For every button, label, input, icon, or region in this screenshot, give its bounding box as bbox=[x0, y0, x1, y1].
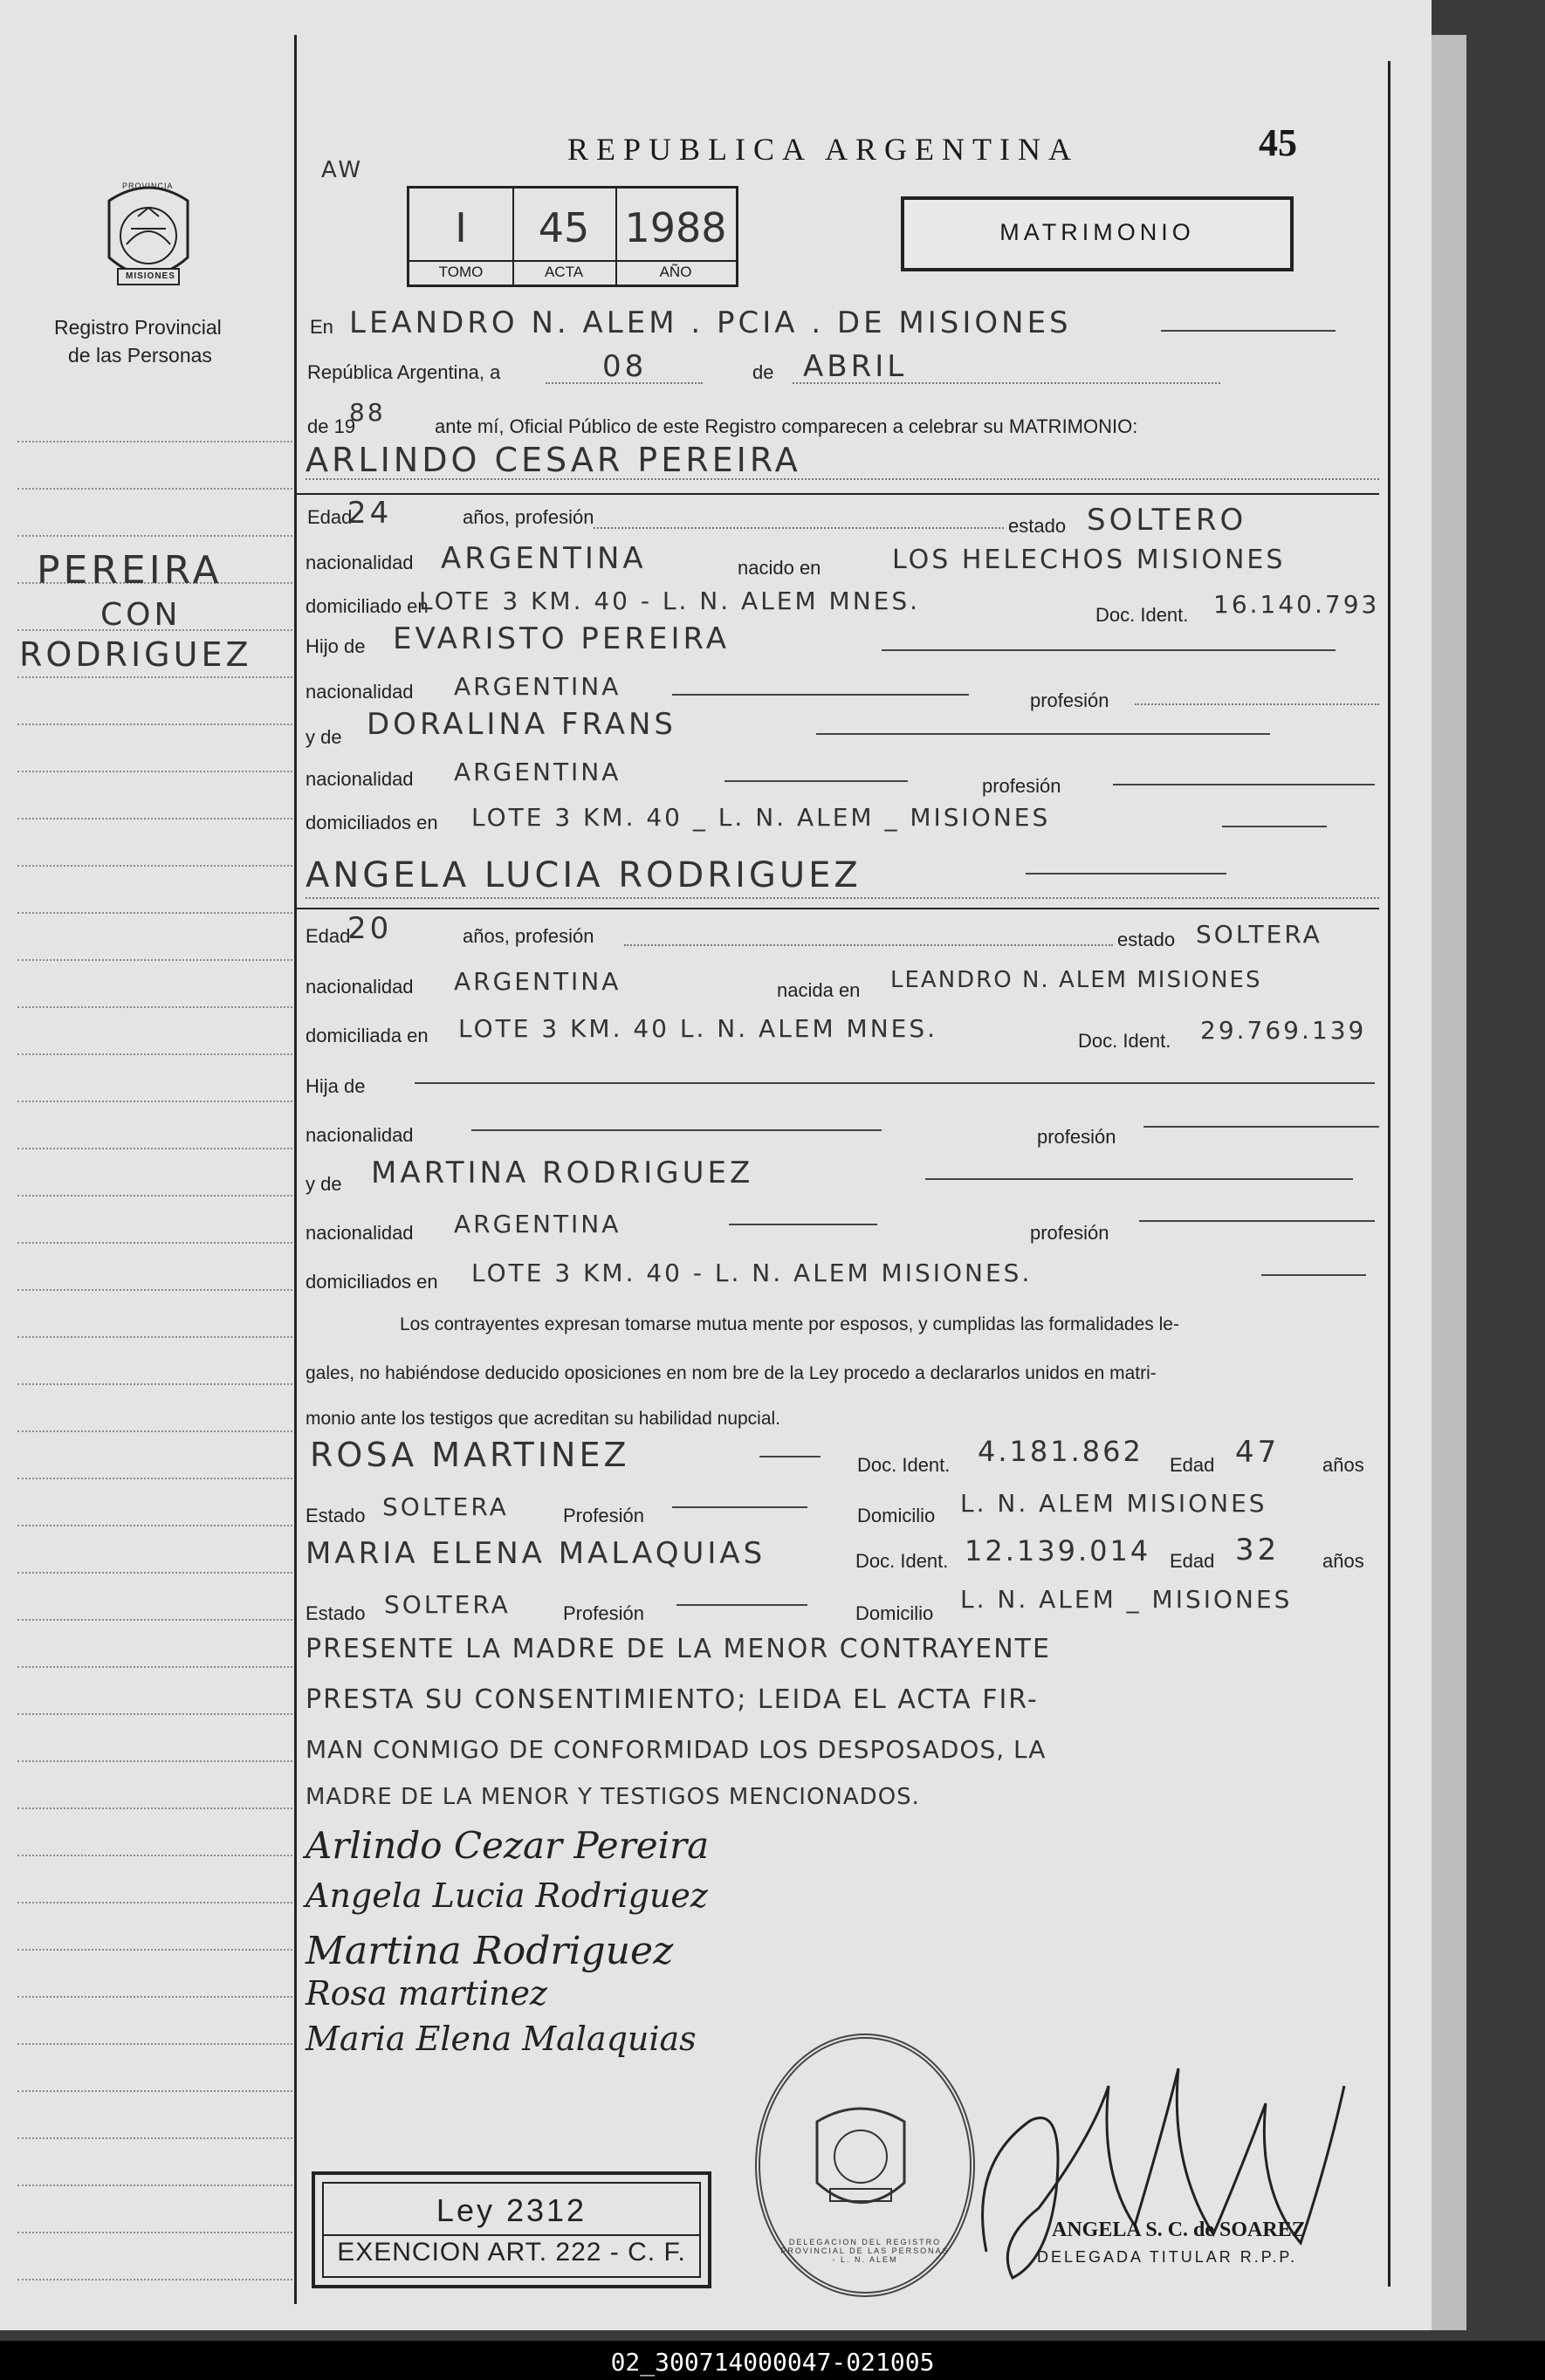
tomo-label: TOMO bbox=[409, 260, 512, 281]
bride-age: 20 bbox=[347, 911, 393, 946]
groom-nacionalidad: ARGENTINA bbox=[441, 541, 647, 576]
bride-mother-prof-line bbox=[1139, 1220, 1375, 1222]
witness2-profesion-label: Profesión bbox=[563, 1602, 644, 1624]
margin-ruled-line bbox=[17, 535, 292, 537]
groom-parents-dom: LOTE 3 KM. 40 _ L. N. ALEM _ MISIONES bbox=[471, 803, 1051, 832]
margin-ruled-line bbox=[17, 1006, 292, 1008]
bride-y-de-label: y de bbox=[306, 1173, 342, 1195]
margin-ruled-line bbox=[17, 2185, 292, 2186]
margin-ruled-line bbox=[17, 441, 292, 442]
groom-edad-label: Edad bbox=[307, 506, 353, 528]
law-exemption-inner bbox=[322, 2182, 701, 2278]
witness1-domicilio: L. N. ALEM MISIONES bbox=[960, 1489, 1267, 1518]
declaration-line2: gales, no habiéndose deducido oposiciones en nom bre de la Ley procedo a declararlos unidos en matri- bbox=[306, 1363, 1157, 1383]
witness2-estado-label: Estado bbox=[306, 1602, 366, 1624]
groom-name: ARLINDO CESAR PEREIRA bbox=[306, 441, 801, 479]
groom-mother-prof-label: profesión bbox=[982, 775, 1061, 797]
margin-ruled-line bbox=[17, 1383, 292, 1385]
tomo-cell bbox=[409, 189, 514, 285]
margin-ruled-line bbox=[17, 1101, 292, 1102]
groom-father-prof-label: profesión bbox=[1030, 689, 1109, 711]
margin-ruled-line bbox=[17, 1713, 292, 1715]
anio-label: AÑO bbox=[615, 260, 736, 281]
groom-birthplace: LOS HELECHOS MISIONES bbox=[892, 545, 1286, 575]
witness2-doc: 12.139.014 bbox=[965, 1534, 1151, 1567]
margin-ruled-line bbox=[17, 1430, 292, 1432]
groom-father-nac: ARGENTINA bbox=[454, 672, 621, 701]
bride-father-prof-label: profesión bbox=[1037, 1126, 1116, 1148]
margin-ruled-line bbox=[17, 1195, 292, 1197]
bride-nacionalidad-label: nacionalidad bbox=[306, 976, 414, 998]
seal-text-top: PROVINCIA bbox=[122, 182, 174, 190]
signature-mother: Martina Rodriguez bbox=[306, 1929, 674, 1973]
witness1-estado: SOLTERA bbox=[382, 1492, 509, 1521]
groom-nacido-label: nacido en bbox=[738, 557, 821, 579]
bride-name: ANGELA LUCIA RODRIGUEZ bbox=[306, 855, 862, 895]
witness1-edad-label: Edad bbox=[1170, 1454, 1215, 1476]
anio-value: 1988 bbox=[624, 204, 727, 251]
groom-mother-prof-line bbox=[1113, 784, 1375, 785]
margin-note-surname1: PEREIRA bbox=[37, 548, 223, 593]
law-exemption-text: EXENCION ART. 222 - C. F. bbox=[337, 2238, 686, 2267]
groom-y-de-label: y de bbox=[306, 726, 342, 748]
margin-ruled-line bbox=[17, 2232, 292, 2233]
groom-parents-dom-line bbox=[1222, 826, 1327, 827]
groom-mother-nac: ARGENTINA bbox=[454, 758, 621, 786]
republica-label: República Argentina, a bbox=[307, 361, 501, 383]
groom-domicilio: LOTE 3 KM. 40 - L. N. ALEM MNES. bbox=[419, 586, 921, 615]
witness1-anos-label: años bbox=[1322, 1454, 1364, 1476]
bride-name-dots bbox=[306, 897, 1379, 899]
declaration-line3: monio ante los testigos que acreditan su habilidad nupcial. bbox=[306, 1409, 781, 1429]
acta-value: 45 bbox=[538, 204, 590, 251]
margin-ruled-line bbox=[17, 1807, 292, 1809]
bride-parents-dom-label: domiciliados en bbox=[306, 1271, 438, 1293]
groom-father: EVARISTO PEREIRA bbox=[393, 621, 731, 656]
acta-cell bbox=[512, 189, 617, 285]
delegada-title: DELEGADA TITULAR R.P.P. bbox=[1037, 2248, 1298, 2266]
ante-text: ante mí, Oficial Público de este Registro comparecen a celebrar su MATRIMONIO: bbox=[435, 415, 1138, 437]
witness2-domicilio: L. N. ALEM _ MISIONES bbox=[960, 1585, 1293, 1614]
margin-ruled-line bbox=[17, 2279, 292, 2281]
margin-ruled-line bbox=[17, 865, 292, 867]
groom-father-nac-line bbox=[672, 694, 969, 696]
bride-mother-prof-label: profesión bbox=[1030, 1222, 1109, 1244]
signature-bride: Angela Lucia Rodriguez bbox=[306, 1876, 708, 1915]
bride-profesion-dots bbox=[624, 944, 1113, 946]
groom-name-dots bbox=[306, 478, 1379, 480]
witness2-domicilio-label: Domicilio bbox=[855, 1602, 934, 1624]
margin-ruled-line bbox=[17, 1525, 292, 1526]
acta-label: ACTA bbox=[512, 260, 615, 281]
bride-nacionalidad: ARGENTINA bbox=[454, 967, 621, 996]
bride-hija-line bbox=[415, 1082, 1375, 1084]
bride-parents-dom-line bbox=[1261, 1274, 1366, 1276]
groom-hijo-label: Hijo de bbox=[306, 635, 366, 657]
witness2-doc-label: Doc. Ident. bbox=[855, 1550, 949, 1572]
margin-ruled-line bbox=[17, 959, 292, 961]
bride-mother-nac-label: nacionalidad bbox=[306, 1222, 414, 1244]
month-value: ABRIL bbox=[803, 349, 908, 384]
groom-mother-nac-line bbox=[724, 780, 908, 782]
witness1-domicilio-label: Domicilio bbox=[857, 1505, 936, 1526]
bride-doc-label: Doc. Ident. bbox=[1078, 1030, 1171, 1052]
groom-domicilio-label: domiciliado en bbox=[306, 595, 429, 617]
margin-ruled-line bbox=[17, 1760, 292, 1762]
margin-ruled-line bbox=[17, 1949, 292, 1951]
margin-note-con: CON bbox=[100, 597, 182, 633]
witness1-profesion-label: Profesión bbox=[563, 1505, 644, 1526]
margin-ruled-line bbox=[17, 1572, 292, 1574]
law-exemption-stamp bbox=[312, 2171, 711, 2288]
witness1-name-line bbox=[759, 1456, 821, 1457]
witness2-estado: SOLTERA bbox=[384, 1590, 511, 1619]
bride-estado-label: estado bbox=[1117, 929, 1176, 950]
margin-ruled-line bbox=[17, 1148, 292, 1149]
scan-footer-code: 02_300714000047-021005 bbox=[610, 2348, 935, 2377]
bride-hija-label: Hija de bbox=[306, 1075, 366, 1097]
official-oval-seal bbox=[755, 2034, 975, 2297]
margin-ruled-line bbox=[17, 912, 292, 914]
witness1-estado-label: Estado bbox=[306, 1505, 366, 1526]
bride-mother-nac-line bbox=[729, 1224, 877, 1225]
witness1-age: 47 bbox=[1235, 1435, 1281, 1470]
left-margin-rule bbox=[294, 35, 297, 2304]
margin-ruled-line bbox=[17, 1242, 292, 1244]
groom-profesion-dots bbox=[594, 527, 1004, 529]
bride-name-line bbox=[1026, 873, 1226, 874]
bride-mother-line bbox=[925, 1178, 1353, 1180]
bride-edad-label: Edad bbox=[306, 925, 351, 947]
bride-father-nac-label: nacionalidad bbox=[306, 1124, 414, 1146]
groom-father-nac-label: nacionalidad bbox=[306, 681, 414, 703]
margin-ruled-line bbox=[17, 1902, 292, 1903]
groom-mother: DORALINA FRANS bbox=[367, 707, 676, 742]
margin-ruled-line bbox=[17, 2137, 292, 2139]
place-line bbox=[1161, 330, 1336, 332]
witness1-doc-label: Doc. Ident. bbox=[857, 1454, 951, 1476]
note-line2: PRESTA SU CONSENTIMIENTO; LEIDA EL ACTA FIR- bbox=[306, 1684, 1039, 1715]
signature-groom: Arlindo Cezar Pereira bbox=[306, 1824, 710, 1867]
margin-ruled-line bbox=[17, 1666, 292, 1668]
groom-doc-label: Doc. Ident. bbox=[1095, 604, 1189, 626]
bride-section-divider bbox=[297, 908, 1379, 909]
witness1-doc: 4.181.862 bbox=[978, 1435, 1143, 1468]
margin-ruled-line bbox=[17, 1996, 292, 1998]
witness2-anos-label: años bbox=[1322, 1550, 1364, 1572]
month-dots bbox=[793, 382, 1220, 384]
registry-number-box bbox=[407, 186, 738, 287]
groom-father-prof-dots bbox=[1135, 703, 1379, 705]
tomo-value: I bbox=[455, 204, 467, 251]
bride-father-prof-line bbox=[1143, 1126, 1379, 1128]
note-line1: PRESENTE LA MADRE DE LA MENOR CONTRAYENTE bbox=[306, 1634, 1051, 1664]
margin-ruled-line bbox=[17, 771, 292, 772]
de-label: de bbox=[752, 361, 774, 383]
place-value: LEANDRO N. ALEM . PCIA . DE MISIONES bbox=[349, 305, 1072, 340]
bride-mother-nac: ARGENTINA bbox=[454, 1210, 621, 1238]
witness2-age: 32 bbox=[1235, 1533, 1281, 1567]
registry-name-line1: Registro Provincial bbox=[54, 316, 222, 339]
signature-witness2: Maria Elena Malaquias bbox=[306, 2020, 697, 2058]
margin-ruled-line bbox=[17, 1289, 292, 1291]
witness2-name: MARIA ELENA MALAQUIAS bbox=[306, 1536, 766, 1571]
groom-mother-nac-label: nacionalidad bbox=[306, 768, 414, 790]
groom-mother-line bbox=[816, 733, 1270, 735]
bride-doc: 29.769.139 bbox=[1200, 1016, 1367, 1045]
groom-nacionalidad-label: nacionalidad bbox=[306, 552, 414, 573]
margin-ruled-line bbox=[17, 1336, 292, 1338]
margin-ruled-line bbox=[17, 818, 292, 820]
page-number: 45 bbox=[1259, 121, 1297, 164]
bride-domicilio: LOTE 3 KM. 40 L. N. ALEM MNES. bbox=[458, 1014, 938, 1043]
bride-birthplace: LEANDRO N. ALEM MISIONES bbox=[890, 967, 1262, 993]
margin-note-surname2: RODRIGUEZ bbox=[19, 635, 252, 674]
groom-father-line bbox=[882, 649, 1336, 651]
margin-ruled-line bbox=[17, 1855, 292, 1856]
margin-ruled-line bbox=[17, 724, 292, 725]
registry-name-line2: de las Personas bbox=[68, 344, 212, 367]
margin-ruled-line bbox=[17, 488, 292, 490]
anio-cell bbox=[615, 189, 736, 285]
note-line3: MAN CONMIGO DE CONFORMIDAD LOS DESPOSADOS, LA bbox=[306, 1735, 1047, 1764]
bride-nacida-label: nacida en bbox=[777, 979, 861, 1001]
day-value: 08 bbox=[602, 349, 648, 384]
bride-estado: SOLTERA bbox=[1196, 920, 1322, 949]
law-divider bbox=[324, 2234, 699, 2236]
delegada-name: ANGELA S. C. de SOAREZ bbox=[1052, 2219, 1306, 2241]
witness2-edad-label: Edad bbox=[1170, 1550, 1215, 1572]
bride-domicilio-label: domiciliada en bbox=[306, 1025, 429, 1046]
groom-age: 24 bbox=[347, 496, 393, 531]
margin-ruled-line bbox=[17, 1619, 292, 1621]
official-seal-text: DELEGACION DEL REGISTRO PROVINCIAL DE LAS PERSONAS - L. N. ALEM bbox=[780, 2238, 950, 2264]
seal-text-bottom: MISIONES bbox=[126, 271, 175, 281]
margin-ruled-line bbox=[17, 1053, 292, 1055]
margin-ruled-line bbox=[17, 1478, 292, 1479]
law-number: Ley 2312 bbox=[436, 2192, 587, 2228]
groom-section-divider bbox=[297, 493, 1379, 495]
margin-ruled-line bbox=[17, 676, 292, 678]
bride-anos-profesion-label: años, profesión bbox=[463, 925, 594, 947]
groom-anos-profesion-label: años, profesión bbox=[463, 506, 594, 528]
witness1-profesion-line bbox=[672, 1506, 807, 1508]
document-type: MATRIMONIO bbox=[999, 219, 1195, 245]
bride-father-nac-line bbox=[471, 1129, 882, 1131]
en-label: En bbox=[310, 316, 333, 338]
declaration-line1: Los contrayentes expresan tomarse mutua mente por esposos, y cumplidas las formalidades le- bbox=[400, 1314, 1179, 1334]
year-suffix: 88 bbox=[349, 398, 386, 427]
groom-estado-label: estado bbox=[1008, 515, 1067, 537]
groom-doc: 16.140.793 bbox=[1213, 590, 1380, 619]
bride-parents-dom: LOTE 3 KM. 40 - L. N. ALEM MISIONES. bbox=[471, 1259, 1033, 1287]
note-line4: MADRE DE LA MENOR Y TESTIGOS MENCIONADOS. bbox=[306, 1784, 920, 1810]
bride-mother: MARTINA RODRIGUEZ bbox=[371, 1156, 754, 1190]
header-title: REPUBLICA ARGENTINA bbox=[567, 132, 1080, 167]
annotation-aw: AW bbox=[321, 157, 364, 183]
page-edge bbox=[1432, 35, 1466, 2330]
signature-witness1: Rosa martinez bbox=[306, 1974, 547, 2013]
margin-ruled-line bbox=[17, 2043, 292, 2045]
right-margin-rule bbox=[1388, 61, 1390, 2287]
groom-parents-dom-label: domiciliados en bbox=[306, 812, 438, 833]
groom-estado: SOLTERO bbox=[1087, 503, 1247, 538]
witness1-name: ROSA MARTINEZ bbox=[310, 1436, 630, 1474]
year-prefix: de 19 bbox=[307, 415, 356, 437]
margin-ruled-line bbox=[17, 2090, 292, 2092]
document-type-box bbox=[901, 196, 1294, 271]
witness2-profesion-line bbox=[676, 1604, 807, 1606]
